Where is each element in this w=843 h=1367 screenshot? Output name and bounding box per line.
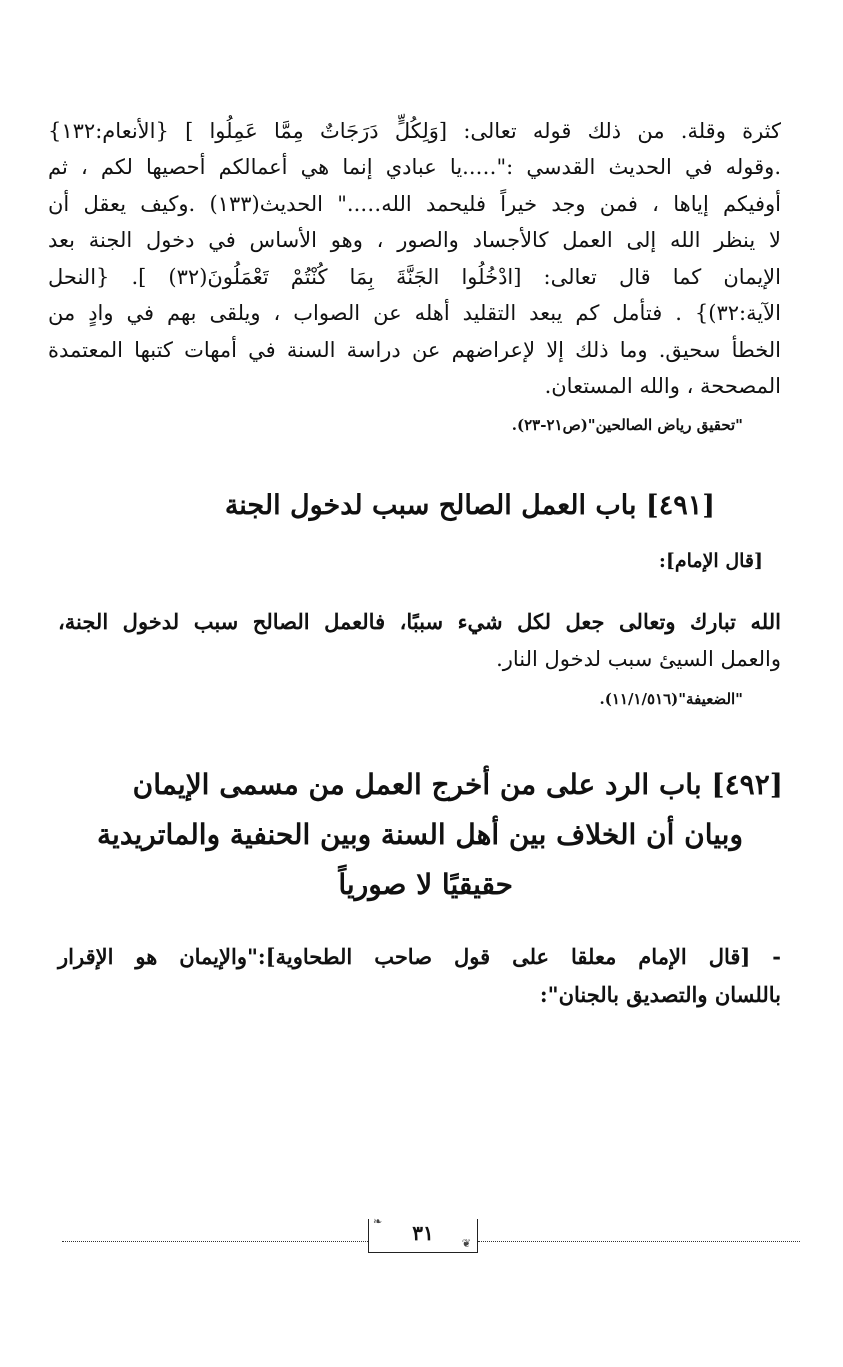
body-line: الإيمان كما قال تعالى: [ادْخُلُوا الجَنَّةَ بِمَا كُنْتُمْ تَعْمَلُونَ(٣٢) ]. {النحل	[48, 265, 781, 289]
body-line: .وقوله في الحديث القدسي :"…..يا عبادي إنما هي أعمالكم أحصيها لكم ، ثم	[48, 155, 781, 179]
body-line: لا ينظر الله إلى العمل كالأجساد والصور ، وهو الأساس في دخول الجنة بعد	[48, 228, 781, 252]
ornament-icon: ❦	[461, 1237, 471, 1250]
body-line: الآية:٣٢)} . فتأمل كم يبعد التقليد أهله عن الصواب ، ويلقى بهم في وادٍ من	[48, 301, 781, 325]
body-line: الخطأ سحيق. وما ذلك إلا لإعراضهم عن دراسة السنة في أمهات كتبها المعتمدة	[48, 338, 781, 362]
source-citation: "تحقيق رياض الصالحين"(ص٢١-٢٣).	[511, 416, 743, 434]
body-line: والعمل السيئ سبب لدخول النار.	[496, 647, 781, 671]
body-line: باللسان والتصديق بالجنان":	[539, 982, 781, 1007]
footer-rule-left	[62, 1241, 368, 1242]
page-number-frame	[368, 1215, 478, 1253]
body-line: أوفيكم إياها ، فمن وجد خيراً فليحمد الله….." الحديث(١٣٣) .وكيف يعقل أن	[48, 192, 781, 216]
body-line: المصححة ، والله المستعان.	[544, 374, 781, 398]
ornament-icon: ❧	[373, 1215, 383, 1228]
source-citation: "الضعيفة"(١١/١/٥١٦).	[599, 690, 743, 708]
section-heading-492: [٤٩٢] باب الرد على من أخرج العمل من مسمى الإيمان	[132, 768, 783, 801]
section-heading-492-line: وبيان أن الخلاف بين أهل السنة وبين الحنفية والماتريدية	[97, 818, 743, 851]
body-line: - [قال الإمام معلقا على قول صاحب الطحاوية]:"والإيمان هو الإقرار	[58, 944, 781, 969]
footer-rule-right	[478, 1241, 800, 1242]
section-heading-491: [٤٩١] باب العمل الصالح سبب لدخول الجنة	[224, 490, 715, 521]
body-line: الله تبارك وتعالى جعل لكل شيء سببًا، فالعمل الصالح سبب لدخول الجنة،	[58, 609, 781, 634]
imam-label: [قال الإمام]:	[658, 550, 763, 572]
section-heading-492-line: حقيقيًا لا صورياً	[338, 868, 513, 901]
body-line: كثرة وقلة. من ذلك قوله تعالى: [وَلِكُلٍّ دَرَجَاتٌ مِمَّا عَمِلُوا ] {الأنعام:١٣٢}	[48, 119, 781, 143]
page-number: ٣١	[412, 1221, 434, 1245]
